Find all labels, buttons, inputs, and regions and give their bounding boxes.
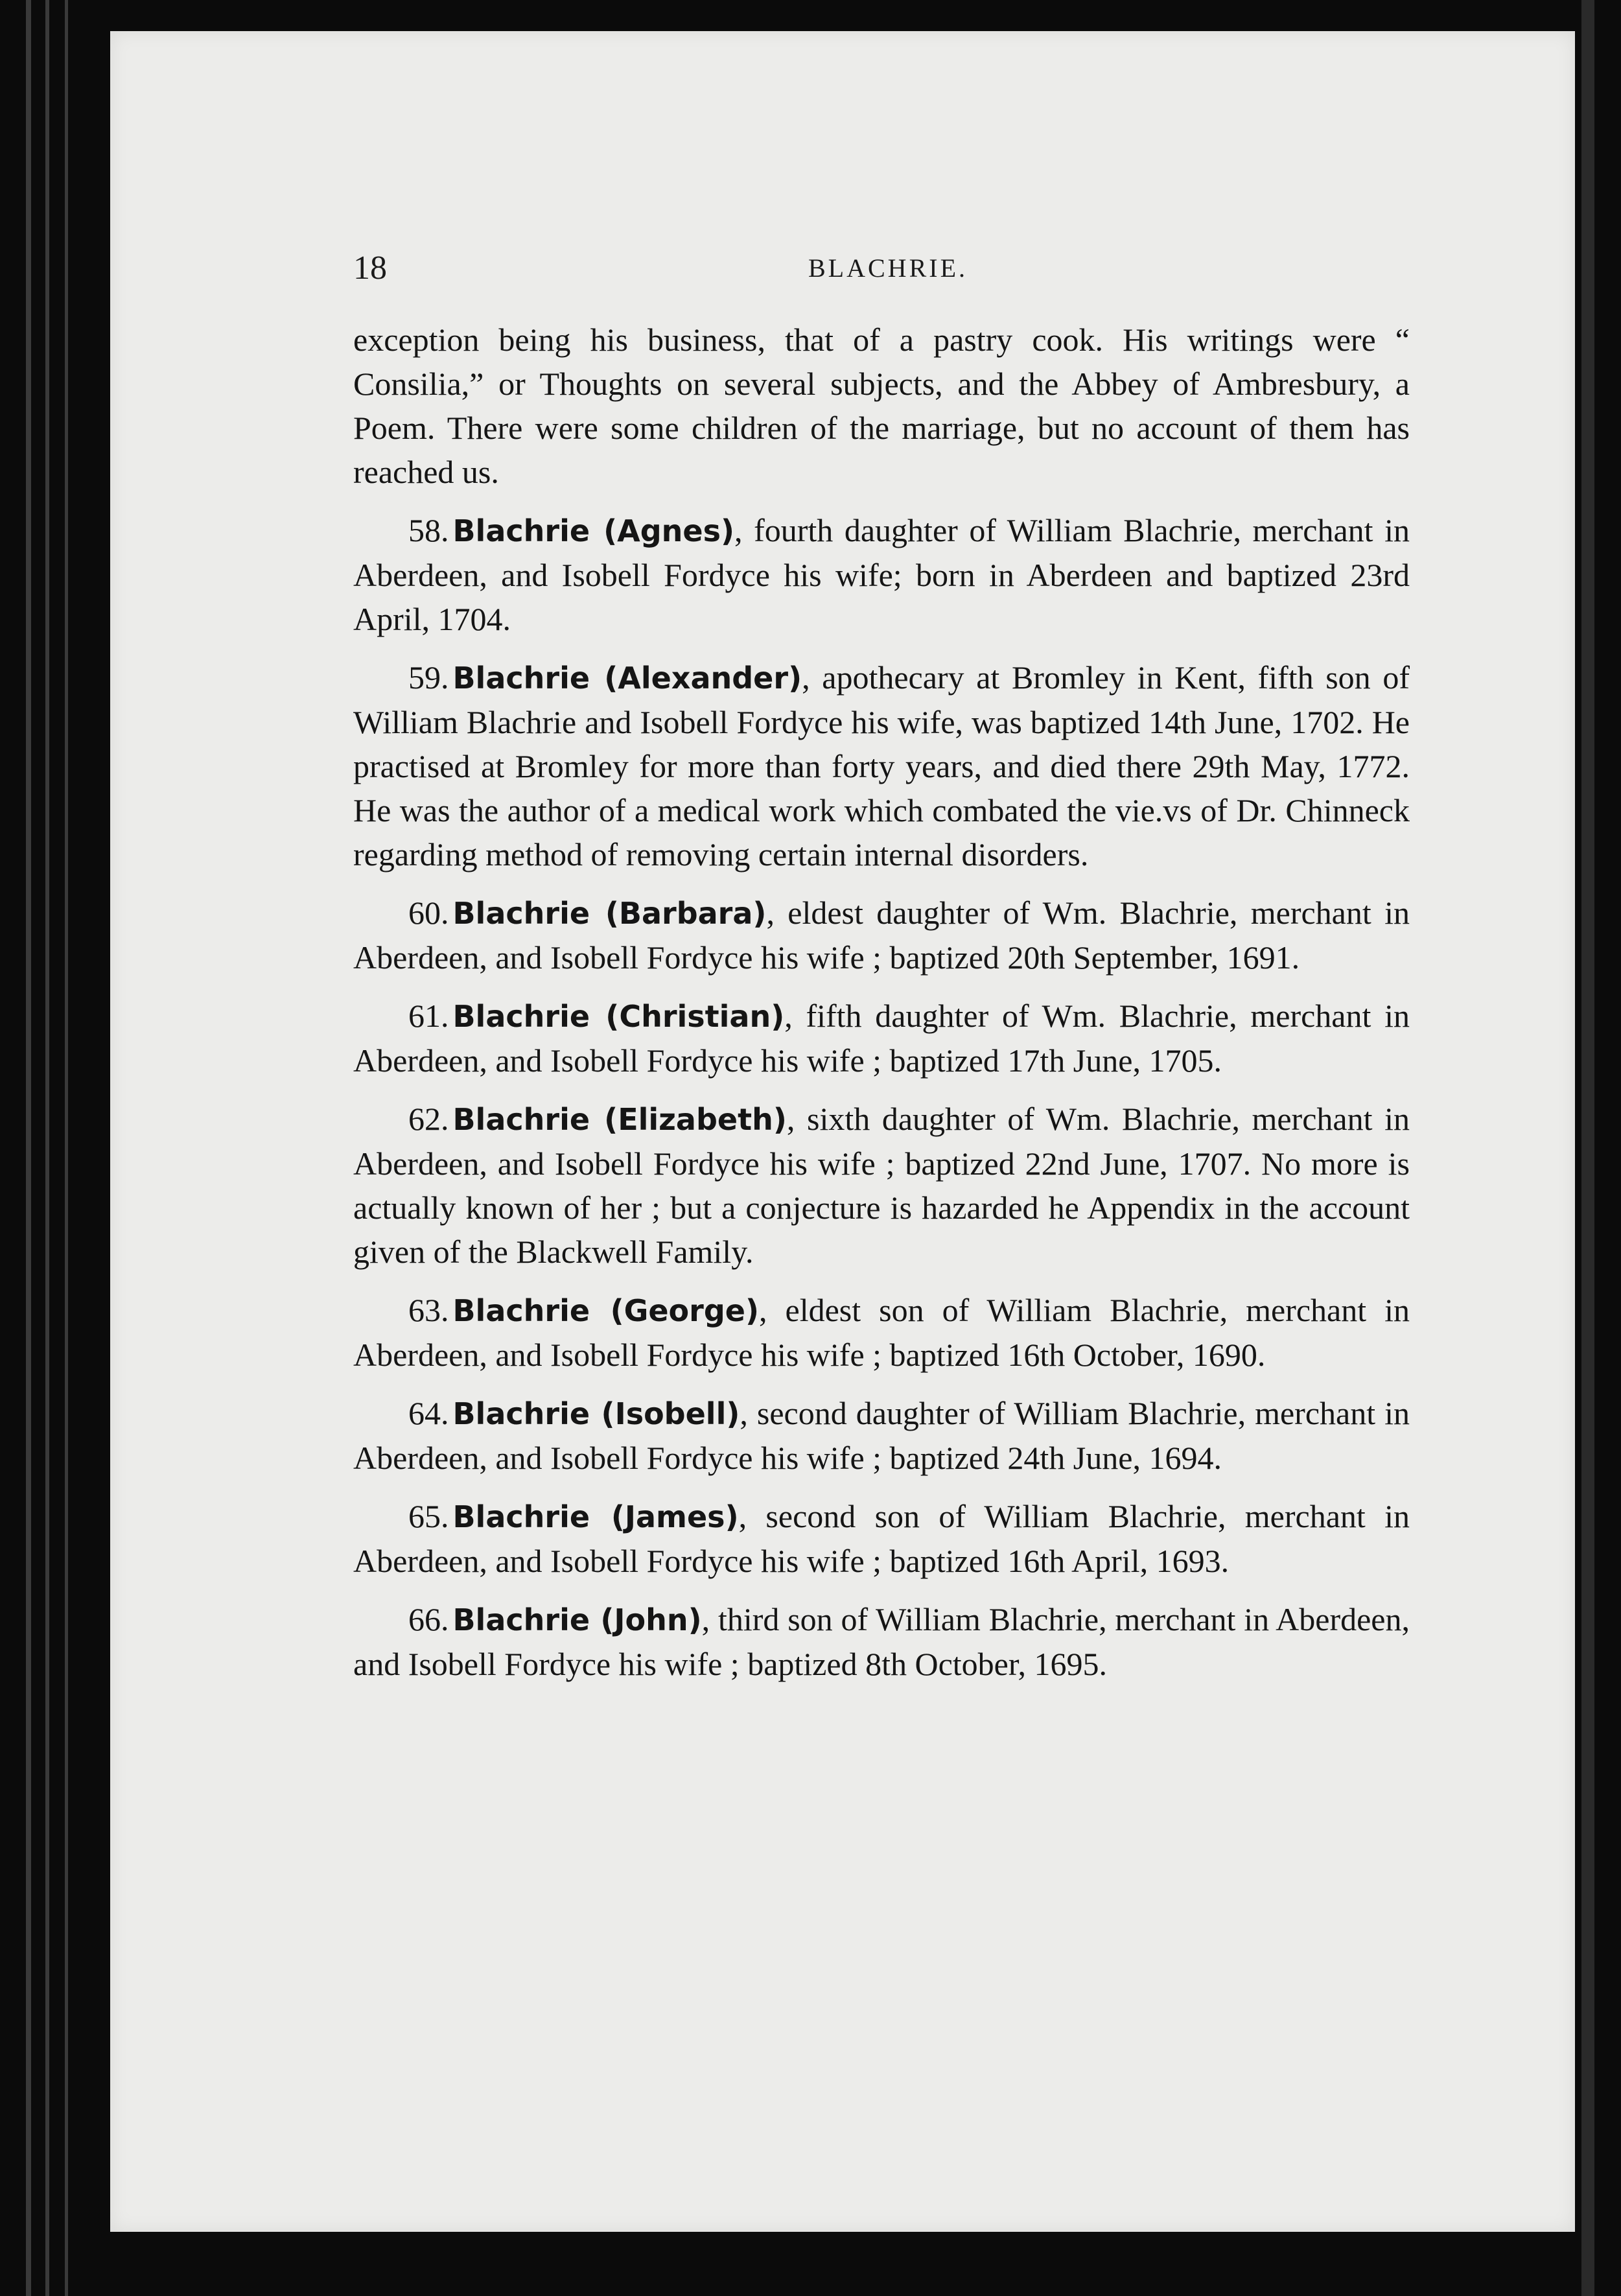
entry-number: 59.	[408, 659, 449, 696]
book-edge	[65, 0, 68, 2296]
entry-name: Blachrie (George)	[452, 1293, 759, 1328]
page-body	[353, 318, 1410, 1700]
entry-number: 65.	[408, 1498, 449, 1534]
continuation-paragraph: exception being his business, that of a pastry cook. His writings were “ Consilia,” or Thoughts on several subjects, and the Abbey of Ambresbury, a Poem. There were some children of the marriage, but no account of them has reached us.	[353, 322, 1410, 490]
entry-65	[353, 1494, 1410, 1583]
entry-text: , sixth daughter of Wm. Blachrie, merchant in Aberdeen, and Isobell Fordyce his wife ; baptized 22nd June, 1707. No more is actually known of her ; but a conjecture is hazarded he Appendix in the account given of the Blackwell Family.	[353, 1101, 1410, 1270]
entry-text: , second daughter of William Blachrie, merchant in Aberdeen, and Isobell Fordyce his wife ; baptized 24th June, 1694.	[353, 1395, 1410, 1476]
entry-number: 62.	[408, 1101, 449, 1137]
book-edge	[1581, 0, 1594, 2296]
entry-name: Blachrie (Isobell)	[452, 1396, 740, 1431]
book-edge	[26, 0, 31, 2296]
entry-number: 58.	[408, 512, 449, 548]
entry-66	[353, 1597, 1410, 1686]
entry-59	[353, 655, 1410, 876]
entry-name: Blachrie (Elizabeth)	[452, 1102, 787, 1137]
entry-number: 60.	[408, 895, 449, 931]
entry-text: , third son of William Blachrie, merchant in Aberdeen, and Isobell Fordyce his wife ; baptized 8th October, 1695.	[353, 1601, 1410, 1682]
entry-name: Blachrie (James)	[452, 1499, 739, 1534]
entry-text: , apothecary at Bromley in Kent, fifth son of William Blachrie and Isobell Fordyce his wife, was baptized 14th June, 1702. He practised at Bromley for more than forty years, and died there 29th May, 1772. He was the author of a medical work which combated the vie.vs of Dr. Chinneck regarding method of removing certain internal disorders.	[353, 659, 1410, 873]
entry-name: Blachrie (Agnes)	[452, 513, 735, 548]
entry-number: 64.	[408, 1395, 449, 1431]
entry-63	[353, 1288, 1410, 1377]
book-edge	[45, 0, 49, 2296]
page-header	[353, 249, 1423, 294]
entry-name: Blachrie (John)	[452, 1602, 702, 1637]
entry-text: , second son of William Blachrie, merchant in Aberdeen, and Isobell Fordyce his wife ; baptized 16th April, 1693.	[353, 1498, 1410, 1579]
entry-number: 63.	[408, 1292, 449, 1328]
entry-60	[353, 891, 1410, 979]
entry-64	[353, 1391, 1410, 1480]
running-head: BLACHRIE.	[808, 253, 968, 283]
entry-name: Blachrie (Barbara)	[452, 896, 767, 931]
entry-number: 61.	[408, 998, 449, 1034]
entry-text: , fourth daughter of William Blachrie, merchant in Aberdeen, and Isobell Fordyce his wife; born in Aberdeen and baptized 23rd April, 1704.	[353, 512, 1410, 637]
page-number: 18	[353, 250, 387, 287]
entry-number: 66.	[408, 1601, 449, 1637]
entry-62	[353, 1097, 1410, 1274]
entry-text: , eldest daughter of Wm. Blachrie, merchant in Aberdeen, and Isobell Fordyce his wife ; baptized 20th September, 1691.	[353, 895, 1410, 976]
entry-61	[353, 994, 1410, 1083]
entry-text: , fifth daughter of Wm. Blachrie, merchant in Aberdeen, and Isobell Fordyce his wife ; baptized 17th June, 1705.	[353, 998, 1410, 1079]
entry-58	[353, 508, 1410, 641]
entry-name: Blachrie (Alexander)	[452, 661, 802, 696]
entry-name: Blachrie (Christian)	[452, 999, 785, 1034]
entry-text: , eldest son of William Blachrie, merchant in Aberdeen, and Isobell Fordyce his wife ; baptized 16th October, 1690.	[353, 1292, 1410, 1373]
